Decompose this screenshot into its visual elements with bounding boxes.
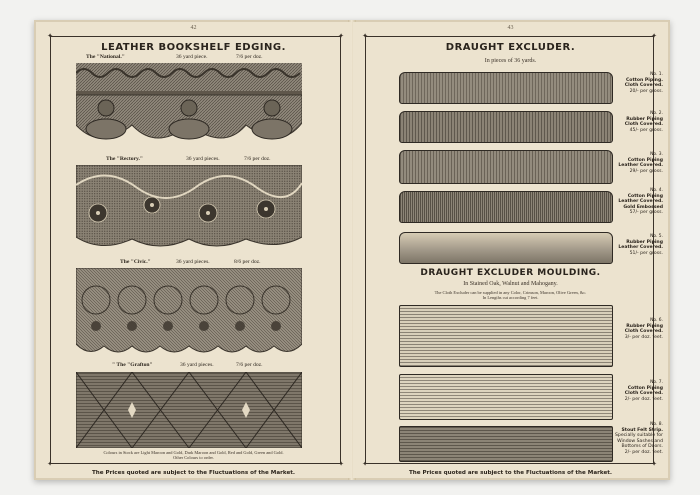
moulding-note-lengths: In Lengths cut according 7 feet. [482, 295, 539, 300]
corner-ornament-icon: ✦ [47, 460, 53, 468]
edging-pieces: 36 yard pieces. [186, 156, 220, 162]
excluder-no-3-illustration [399, 150, 613, 184]
corner-ornament-icon: ✦ [362, 32, 368, 40]
edging-pieces: 36 yard pieces. [176, 259, 210, 265]
moulding-no-6-illustration [399, 305, 613, 367]
colours-note: Colours in Stock are Light Maroon and Gold, Dark Maroon and Gold, Red and Gold, Green and Gold. [103, 450, 284, 455]
moulding-no-7-illustration [399, 374, 613, 420]
moulding-note: The Cloth Excluder can be supplied in any Color, Crimson, Maroon, Olive Green, &c. [434, 290, 587, 295]
edging-pieces: 36 yard pieces. [180, 362, 214, 368]
corner-ornament-icon: ✦ [651, 460, 657, 468]
edging-price: 7/6 per doz. [236, 54, 263, 60]
left-page-number: 42 [190, 25, 197, 31]
corner-ornament-icon: ✦ [47, 32, 53, 40]
excluder-no-5-label: No. 5. Rubber Piping Leather Covered. 51/- per gross. [618, 234, 663, 256]
edging-price: 7/6 per doz. [244, 156, 271, 162]
corner-ornament-icon: ✦ [362, 460, 368, 468]
corner-ornament-icon: ✦ [651, 32, 657, 40]
excluder-no-1-illustration [399, 72, 613, 104]
excluder-no-4-label: No. 4. Cotton Piping Leather Covered. Gold Embossed 57/- per gross. [618, 188, 663, 216]
edging-price: 7/6 per doz. [236, 362, 263, 368]
edging-name: The "Rectory." [106, 156, 143, 162]
excluder-no-4-illustration [399, 191, 613, 223]
excluder-no-5-illustration [399, 232, 613, 264]
edging-name: The "National." [86, 54, 125, 60]
left-page-footer: The Prices quoted are subject to the Fluctuations of the Market. [91, 470, 296, 476]
national-edging-illustration [76, 63, 302, 152]
excluder-no-2-illustration [399, 111, 613, 143]
right-page-heading: DRAUGHT EXCLUDER. [445, 42, 576, 53]
right-page [353, 22, 668, 478]
corner-ornament-icon: ✦ [338, 32, 344, 40]
moulding-no-6-label: No. 6. Rubber Piping Cloth Covered. 3/- per doz. feet. [624, 318, 663, 340]
left-page-heading: LEATHER BOOKSHELF EDGING. [101, 42, 286, 53]
edging-price: 8/6 per doz. [234, 259, 261, 265]
right-page-subheading: In pieces of 36 yards. [484, 58, 537, 64]
colours-note-other: Other Colours to order. [173, 455, 214, 460]
edging-name: The "Civic." [120, 259, 151, 265]
moulding-no-8-illustration [399, 426, 613, 462]
corner-ornament-icon: ✦ [338, 460, 344, 468]
edging-name: " The "Grafton" [112, 362, 153, 368]
moulding-subheading: In Stained Oak, Walnut and Mahogany. [463, 281, 558, 287]
left-page [36, 22, 351, 478]
right-page-number: 43 [507, 25, 514, 31]
moulding-no-7-label: No. 7. Cotton Piping Cloth Covered. 2/- per doz. feet. [624, 380, 663, 402]
grafton-edging-illustration [76, 372, 302, 448]
moulding-no-8-label: No. 8. Stout Felt Strip. Specially suitable for Window Sashes and Bottoms of Doors. 2/- per doz. feet. [615, 422, 663, 455]
open-catalogue-book [34, 20, 670, 480]
rectory-edging-illustration [76, 165, 302, 253]
excluder-no-2-label: No. 2. Rubber Piping Cloth Covered. 45/- per gross. [624, 111, 663, 133]
excluder-no-1-label: No. 1. Cotton Piping. Cloth Covered. 20/- per gross. [624, 72, 663, 94]
excluder-no-3-label: No. 3. Cotton Piping Leather Covered. 29/- per gross. [618, 152, 663, 174]
edging-pieces: 36 yard piece. [176, 54, 208, 60]
right-page-footer: The Prices quoted are subject to the Fluctuations of the Market. [408, 470, 613, 476]
civic-edging-illustration [76, 268, 302, 358]
moulding-heading: DRAUGHT EXCLUDER MOULDING. [420, 268, 601, 278]
